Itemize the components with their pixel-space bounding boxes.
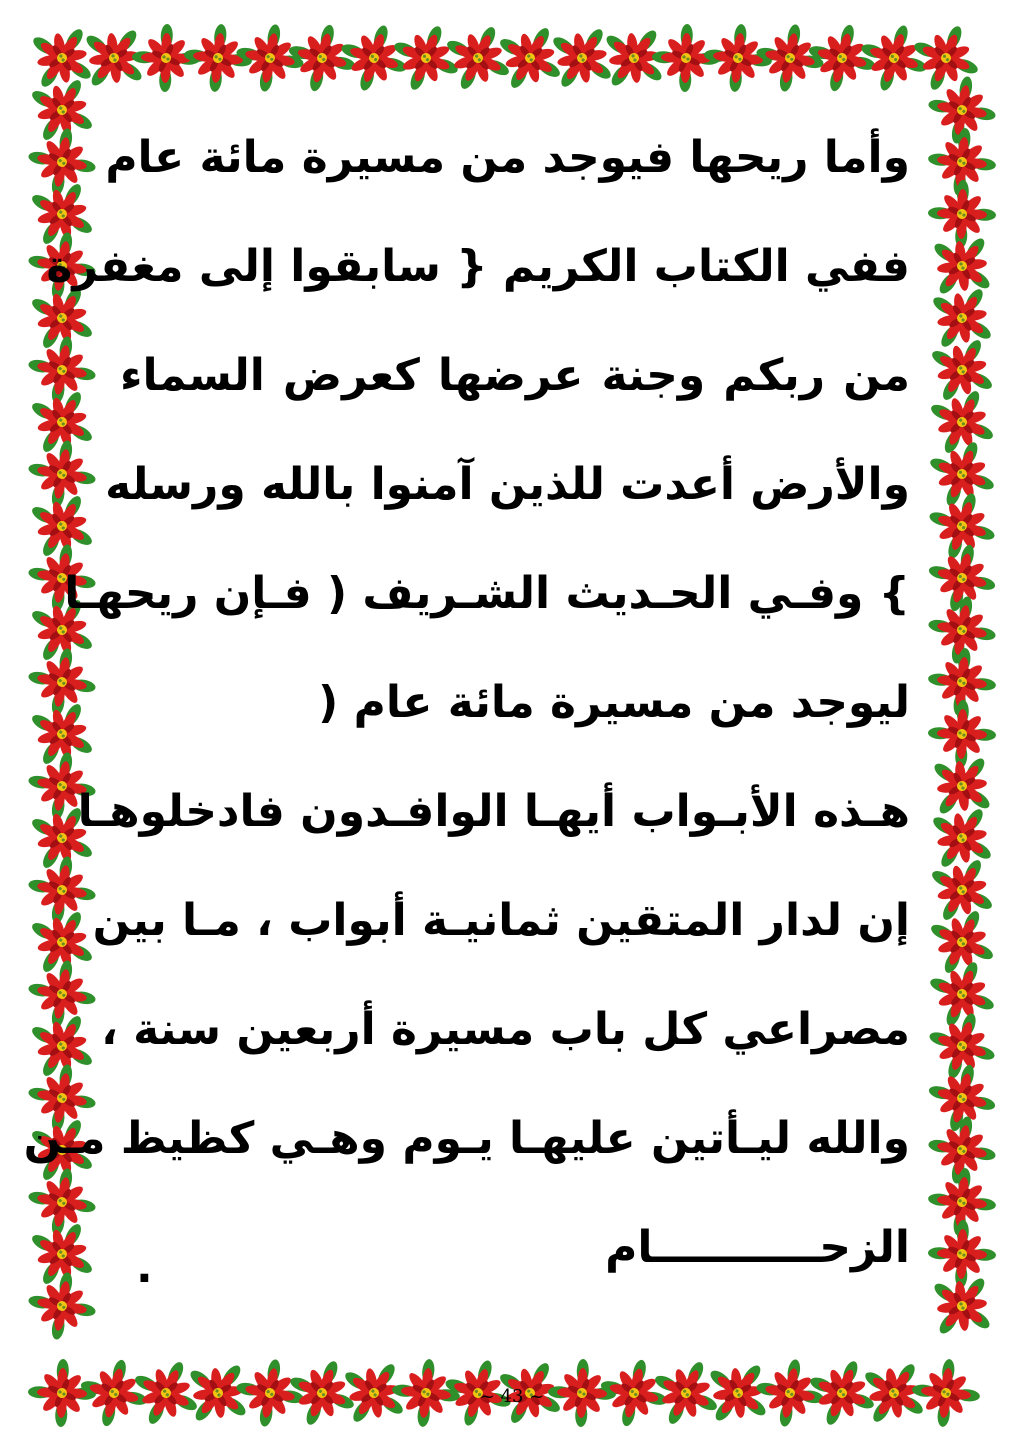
text-line-1: وأما ريحها فيوجد من مسيرة مائة عام (105, 132, 910, 183)
poinsettia-flower-icon (23, 331, 102, 410)
poinsettia-flower-icon (23, 123, 102, 202)
text-line-11: الزحـــــــــــام (605, 1222, 910, 1273)
text-line-7: هـذه الأبـواب أيهـا الوافـدون فادخلوهـا (77, 786, 910, 837)
text-line-4: والأرض أعدت للذين آمنوا بالله ورسله (105, 459, 910, 510)
main-text (23, 118, 910, 1288)
text-line-10: والله ليـأتين عليهـا يـوم وهـي كظيظ مـن (23, 1113, 910, 1164)
text-line-6: ليوجد من مسيرة مائة عام ( (318, 677, 910, 728)
poinsettia-flower-icon (917, 897, 1008, 988)
poinsettia-flower-icon (927, 179, 997, 249)
text-line-8: إن لدار المتقين ثمانيـة أبواب ، مـا بين (92, 895, 910, 946)
poinsettia-flower-icon (23, 1267, 102, 1346)
text-line-5: } وفـي الحـديث الشـريف ( فـإن ريحهـا (64, 568, 910, 619)
poinsettia-flower-icon (23, 643, 102, 722)
poinsettia-flower-icon (23, 955, 102, 1034)
poinsettia-flower-icon (927, 699, 997, 769)
poinsettia-flower-icon (433, 13, 524, 104)
final-period: . (136, 1242, 153, 1293)
poinsettia-flower-icon (23, 435, 102, 514)
poinsettia-flower-icon (927, 1219, 997, 1289)
poinsettia-flower-icon (382, 14, 471, 103)
poinsettia-flower-icon (902, 14, 991, 103)
poinsettia-flower-icon (917, 377, 1008, 468)
text-line-2: ففي الكتاب الكريم { سابقوا إلى مغفرة (46, 241, 910, 292)
poinsettia-flower-icon (23, 851, 102, 930)
poinsettia-flower-icon (918, 430, 1007, 519)
poinsettia-flower-icon (918, 950, 1007, 1039)
text-line-9: مصراعي كل باب مسيرة أربعين سنة ، (101, 1004, 910, 1055)
text-line-3: من ربكم وجنة عرضها كعرض السماء (120, 350, 910, 401)
page-number: ~ 43 ~ (479, 1386, 545, 1407)
